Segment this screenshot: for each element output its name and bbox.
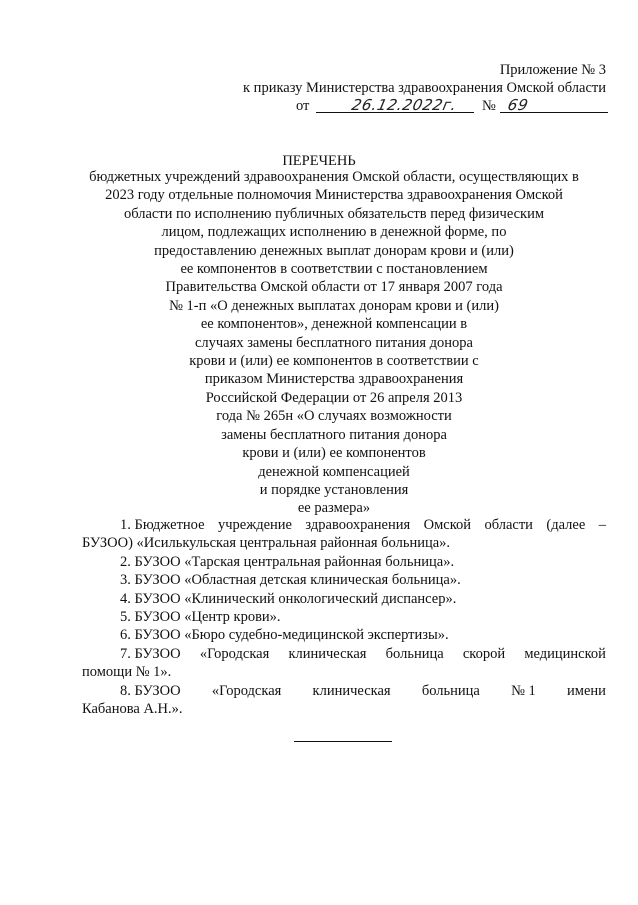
- list-item: [82, 645, 606, 682]
- list-item-word: скорой: [462, 645, 506, 662]
- handwritten-number: 69: [506, 96, 531, 114]
- list-item-word: Омской: [423, 517, 472, 533]
- from-label: от: [296, 98, 310, 114]
- list-item: [82, 571, 606, 589]
- list-item: [82, 626, 606, 644]
- list-item-text: 4. БУЗОО «Клинический онкологический диспансер».: [120, 590, 457, 607]
- list-item-text: 3. БУЗОО «Областная детская клиническая больница».: [120, 572, 461, 589]
- list-item-word: клиническая: [312, 682, 391, 699]
- list-item-continuation: помощи № 1».: [82, 664, 172, 681]
- list-item-word: больница: [421, 682, 480, 699]
- title-line: области по исполнению публичных обязательств перед физическим: [123, 205, 545, 222]
- title-line: бюджетных учреждений здравоохранения Омской области, осуществляющих в: [89, 169, 579, 185]
- list-title-body: [60, 168, 608, 518]
- list-item-first-line: [82, 682, 606, 700]
- title-line: ее размера»: [297, 500, 371, 517]
- list-item-word: «Городская: [199, 645, 270, 662]
- list-item-word: учреждение: [217, 517, 292, 533]
- title-line: Правительства Омской области от 17 января 2007 года: [165, 279, 503, 296]
- title-line: крови и (или) ее компонентов в соответствии с: [189, 353, 479, 370]
- title-line: № 1-п «О денежных выплатах донорам крови и (или): [169, 297, 499, 314]
- list-item-text: 5. БУЗОО «Центр крови».: [120, 609, 281, 626]
- list-heading: ПЕРЕЧЕНЬ: [282, 153, 356, 169]
- title-line: ее компонентов в соответствии с постановлением: [180, 261, 488, 278]
- list-item-word: области: [484, 517, 533, 533]
- list-item-word: медицинской: [524, 645, 606, 662]
- list-item-word: 1. Бюджетное: [120, 517, 205, 533]
- list-item-word: имени: [567, 682, 606, 699]
- end-separator-line: [294, 741, 392, 742]
- list-item-continuation: Кабанова А.Н.».: [82, 701, 183, 718]
- list-item-word: (далее: [546, 517, 586, 533]
- order-reference: к приказу Министерства здравоохранения Омской области: [243, 80, 606, 96]
- title-line: случаях замены бесплатного питания донора: [195, 334, 473, 351]
- list-item-text: 6. БУЗОО «Бюро судебно-медицинской экспертизы».: [120, 627, 449, 644]
- list-item-first-line: [82, 516, 606, 534]
- title-line: и порядке установления: [259, 481, 409, 498]
- handwritten-date: 26.12.2022г.: [350, 96, 459, 114]
- title-line: лицом, подлежащих исполнению в денежной форме, по: [161, 224, 507, 241]
- list-item-first-line: [82, 645, 606, 663]
- list-item-word: –: [598, 517, 606, 533]
- list-item: [82, 553, 606, 571]
- institutions-list: [82, 516, 606, 718]
- list-item-continuation: БУЗОО) «Исилькульская центральная районная больница».: [82, 535, 451, 552]
- list-item-word: здравоохранения: [305, 517, 411, 533]
- list-item: [82, 516, 606, 553]
- list-item-text: 2. БУЗОО «Тарская центральная районная больница».: [120, 553, 455, 570]
- list-item-word: 8. БУЗОО: [120, 682, 181, 699]
- title-line: замены бесплатного питания донора: [221, 426, 447, 443]
- number-label: №: [482, 98, 496, 114]
- title-line: Российской Федерации от 26 апреля 2013: [205, 389, 463, 406]
- list-item-word: больница: [385, 645, 444, 662]
- list-item-word: № 1: [511, 682, 536, 699]
- list-item-word: «Городская: [211, 682, 282, 699]
- title-line: года № 265н «О случаях возможности: [216, 408, 452, 425]
- list-item-word: клиническая: [288, 645, 367, 662]
- list-item: [82, 608, 606, 626]
- title-line: 2023 году отдельные полномочия Министерства здравоохранения Омской: [105, 187, 563, 204]
- list-item-word: 7. БУЗОО: [120, 645, 181, 662]
- title-line: крови и (или) ее компонентов: [242, 445, 426, 462]
- title-line: ее компонентов», денежной компенсации в: [200, 316, 468, 333]
- appendix-number: Приложение № 3: [499, 62, 606, 78]
- title-line: денежной компенсацией: [258, 463, 410, 480]
- title-line: приказом Министерства здравоохранения: [204, 371, 464, 388]
- order-date-number-row: [296, 96, 608, 116]
- list-item: [82, 590, 606, 608]
- title-line: предоставлению денежных выплат донорам крови и (или): [154, 242, 514, 259]
- list-item: [82, 682, 606, 719]
